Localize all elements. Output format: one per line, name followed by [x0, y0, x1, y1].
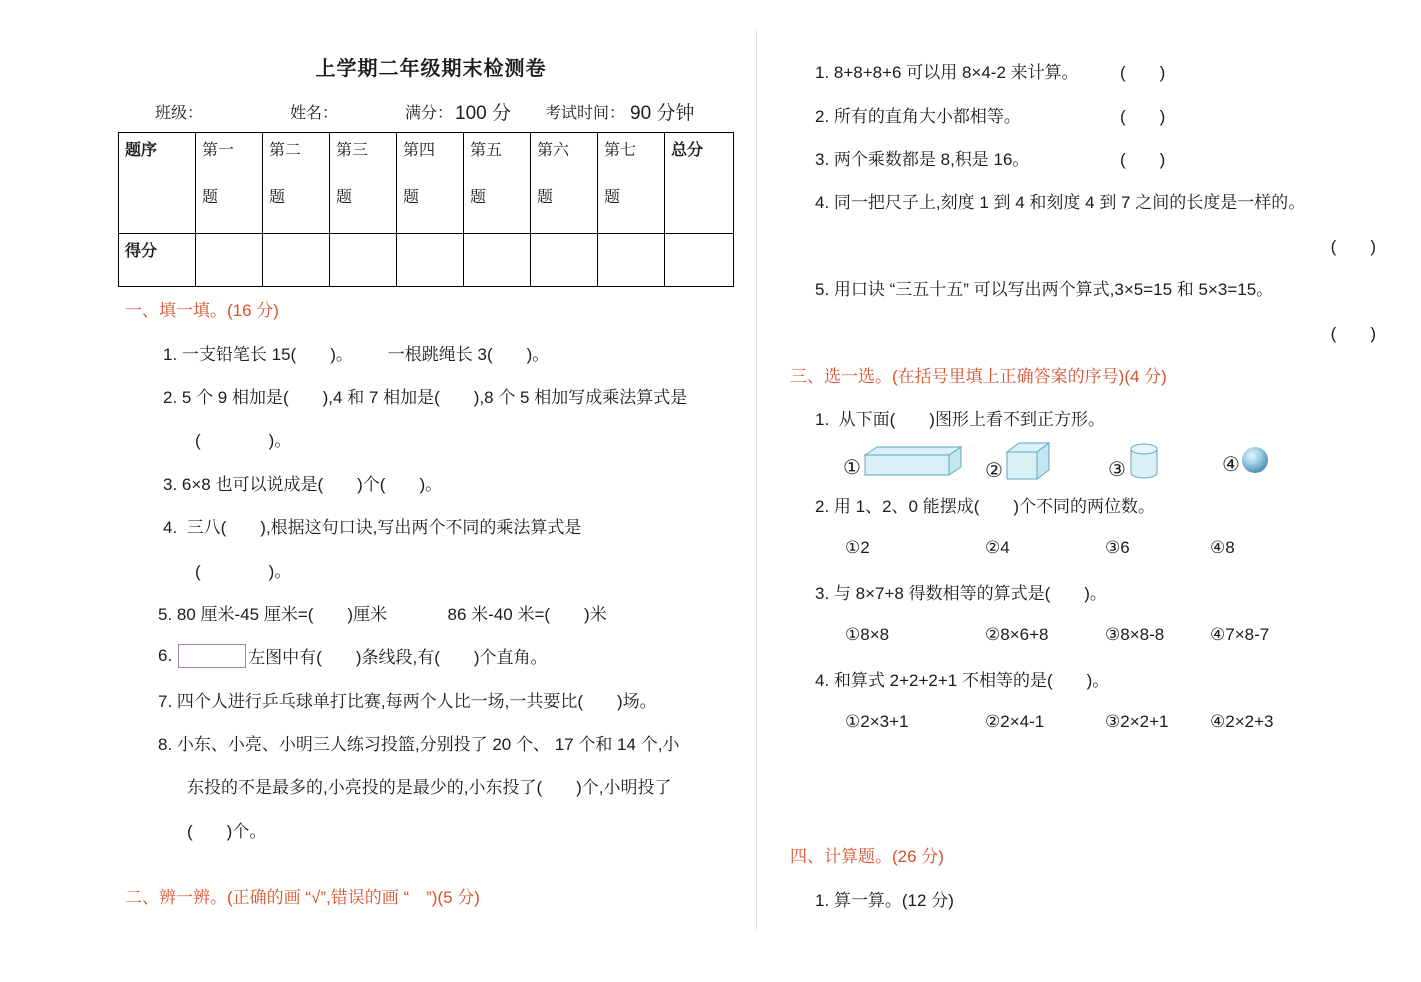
page-title: 上学期二年级期末检测卷: [315, 58, 547, 80]
fill-item-5: 5. 80 厘米-45 厘米=( )厘米 86 米-40 米=( )米: [158, 604, 607, 624]
calc-item-1: 1. 算一算。(12 分): [815, 890, 954, 910]
fill-item-6-text: 左图中有( )条线段,有( )个直角。: [248, 648, 548, 668]
score-table-col-3: 第三 题: [330, 133, 397, 234]
full-score-label: 满分：: [405, 105, 454, 122]
option: ②4: [985, 537, 1010, 557]
judge-item-5: 5. 用口诀 “三五十五” 可以写出两个算式,3×5=15 和 5×3=15。: [815, 280, 1274, 300]
fill-item-7: 7. 四个人进行乒乓球单打比赛,每两个人比一场,一共要比( )场。: [158, 691, 657, 711]
sphere-icon: [1242, 447, 1268, 473]
spacer: [790, 743, 1394, 786]
score-table-col-7: 第七 题: [598, 133, 665, 234]
score-cell: [531, 234, 598, 287]
option: ④8: [1210, 537, 1235, 557]
score-table-corner: 题序: [119, 133, 196, 234]
choice-item-3-options: [790, 613, 1394, 656]
judge-item-2: 2. 所有的直角大小都相等。 ( ): [790, 92, 1394, 135]
class-label: 班级：: [155, 105, 204, 122]
judge-item-4-bracket: ( ): [1330, 236, 1376, 256]
answer-bracket: ( ): [1120, 106, 1166, 126]
figure-option-4: ④: [1222, 447, 1268, 475]
exam-time-label: 考试时间：: [545, 105, 626, 122]
figure-option-2: ②: [985, 441, 1051, 481]
name-label: 姓名：: [290, 105, 339, 122]
fill-item-8-line3: ( )个。: [187, 821, 267, 841]
score-table-col-5: 第五 题: [464, 133, 531, 234]
figure-option-1: ①: [843, 444, 963, 478]
full-score-value: 100 分: [455, 103, 511, 124]
section2-heading: 二、辨一辨。(正确的画 “√”,错误的画 “ ”)(5 分): [125, 888, 480, 908]
exam-time-value: 90 分钟: [630, 103, 695, 124]
fill-item-1: 1. 一支铅笔长 15( )。 一根跳绳长 3( )。: [163, 344, 550, 364]
score-cell: [598, 234, 665, 287]
judge-item-1: 1. 8+8+8+6 可以用 8×4-2 来计算。 ( ): [790, 49, 1394, 92]
score-cell: [263, 234, 330, 287]
score-table-col-6: 第六 题: [531, 133, 598, 234]
fill-item-4-line1: 4. 三八( ),根据这句口诀,写出两个不同的乘法算式是: [163, 518, 582, 538]
judge-item-3: 3. 两个乘数都是 8,积是 16。 ( ): [790, 136, 1394, 179]
choice-item-4-options: [790, 700, 1394, 743]
score-table: [118, 132, 734, 287]
option: ③2×2+1: [1105, 711, 1169, 731]
section4-heading: 四、计算题。(26 分): [790, 847, 944, 867]
judge-item-5-bracket: ( ): [1330, 323, 1376, 343]
left-column: [125, 287, 741, 917]
choice-item-2: 2. 用 1、2、0 能摆成( )个不同的两位数。: [815, 497, 1156, 517]
fill-item-6: [125, 634, 741, 677]
option: ①8×8: [845, 624, 890, 644]
option: ④2×2+3: [1210, 711, 1274, 731]
spacer: [790, 787, 1394, 830]
option: ①2: [845, 537, 870, 557]
score-cell: [196, 234, 263, 287]
section1-heading: 一、填一填。(16 分): [125, 301, 279, 321]
fill-item-3: 3. 6×8 也可以说成是( )个( )。: [163, 474, 443, 494]
rectangle-figure: [178, 644, 246, 668]
fill-item-8-line2: 东投的不是最多的,小亮投的是最少的,小东投了( )个,小明投了: [187, 778, 672, 798]
choice-item-3: 3. 与 8×7+8 得数相等的算式是( )。: [815, 583, 1107, 603]
option: ③8×8-8: [1105, 624, 1165, 644]
answer-bracket: ( ): [1120, 149, 1166, 169]
answer-bracket: ( ): [1120, 63, 1166, 83]
option: ①2×3+1: [845, 711, 909, 731]
fill-item-8-line1: 8. 小东、小亮、小明三人练习投篮,分别投了 20 个、 17 个和 14 个,小: [158, 735, 680, 755]
option: ③6: [1105, 537, 1130, 557]
fill-item-6-number: 6.: [158, 645, 173, 665]
option: ②8×6+8: [985, 624, 1049, 644]
choice-item-4: 4. 和算式 2+2+2+1 不相等的是( )。: [815, 670, 1110, 690]
cylinder-icon: [1128, 442, 1160, 480]
choice-item-1-figures: [790, 440, 1394, 483]
choice-item-2-options: [790, 526, 1394, 569]
score-table-col-1: 第一 题: [196, 133, 263, 234]
score-table-col-4: 第四 题: [397, 133, 464, 234]
option: ④7×8-7: [1210, 624, 1270, 644]
judge-item-4: 4. 同一把尺子上,刻度 1 到 4 和刻度 4 到 7 之间的长度是一样的。: [815, 193, 1306, 213]
score-row-label: 得分: [119, 234, 196, 287]
score-cell: [397, 234, 464, 287]
score-table-col-2: 第二 题: [263, 133, 330, 234]
choice-item-1: 1. 从下面( )图形上看不到正方形。: [815, 410, 1105, 430]
score-cell: [464, 234, 531, 287]
right-column: [790, 49, 1394, 920]
score-cell-total: [665, 234, 734, 287]
figure-option-3: ③: [1108, 442, 1160, 480]
fill-item-4-line2: ( )。: [195, 561, 292, 581]
cube-icon: [1005, 441, 1051, 481]
fill-item-2-line2: ( )。: [195, 431, 292, 451]
column-divider: [756, 30, 757, 930]
option: ②2×4-1: [985, 711, 1045, 731]
fill-item-2-line1: 2. 5 个 9 相加是( ),4 和 7 相加是( ),8 个 5 相加写成乘法算式是: [163, 387, 688, 407]
score-cell: [330, 234, 397, 287]
score-table-total: 总分: [665, 133, 734, 234]
section3-heading: 三、选一选。(在括号里填上正确答案的序号)(4 分): [790, 366, 1167, 386]
cuboid-icon: [863, 444, 963, 478]
